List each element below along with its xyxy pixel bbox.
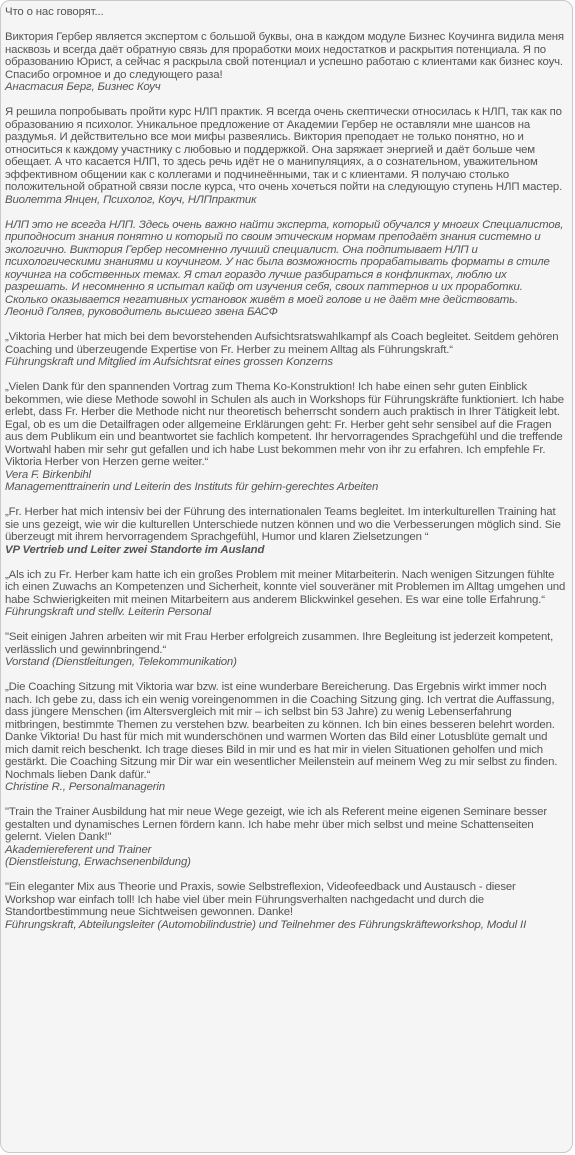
- testimonial-author: Christine R., Personalmanagerin: [5, 781, 165, 793]
- testimonial-text: "Ein eleganter Mix aus Theorie und Praxis, sowie Selbstreflexion, Videofeedback und Austausch - dieser Workshop war einfach toll! Ich habe viel über mein Führungsverhalten nachgedacht und durch die Standortbestimmung neue Sichtweisen gewonnen. Danke!: [5, 881, 516, 918]
- section-heading: Что о нас говорят...: [5, 6, 104, 18]
- testimonial: [5, 219, 566, 319]
- testimonial-text-continued: Danke Viktoria! Du hast für mich mit wunderschönen und warmen Worten das Bild einer Lotusblüte gemalt und mich damit reich beschenkt. Ich trage dieses Bild in mir und es hat mir in vielen Situationen geholfen und mich gestärkt. Die Coaching Sitzung mir Dir war ein wesentlicher Meilenstein auf meinem Weg zu mir selbst zu finden. Nochmals lieben Dank dafür.“: [5, 731, 558, 781]
- testimonial-text: „Viktoria Herber hat mich bei dem bevorstehenden Aufsichtsratswahlkampf als Coach begleitet. Seitdem gehören Coaching und überzeugende Expertise von Fr. Herber zu meinem Alltag als Führungskraft.“: [5, 331, 559, 356]
- testimonial: [5, 106, 566, 206]
- testimonial-text: „Vielen Dank für den spannenden Vortrag zum Thema Ko-Konstruktion! Ich habe einen sehr guten Einblick bekommen, wie diese Methode sowohl in Schulen als auch in Workshops für Führungskräfte funktioniert. Ich habe erlebt, dass Fr. Herber die Methode nicht nur theoretisch beherrscht sondern auch praktisch in Ihrer Tätigkeit lebt. Egal, ob es um die Detailfragen oder allgemeine Erklärungen geht: Fr. Herber geht sehr sensibel auf die Fragen aus dem Publikum ein und beantwortet sie fachlich kompetent. Ihr hervorragendes Sprachgefühl und die treffende Wortwahl haben mir sehr gut gefallen und ich habe Lust bekommen mehr von ihr zu erfahren. Ich empfehle Fr. Viktoria Herber von Herzen gerne weiter.“: [5, 381, 564, 468]
- testimonial: [5, 631, 566, 669]
- testimonial-text: „Fr. Herber hat mich intensiv bei der Führung des internationalen Teams begleitet. Im interkulturellen Training hat sie uns gezeigt, wie wir die kulturellen Unterschiede nutzen können und wo die Verbesserungen möglich sind. Sie überzeugt mit ihrem hervorragendem Sprachgefühl, Humor und klaren Zielsetzungen “: [5, 506, 561, 543]
- testimonial-text: „Als ich zu Fr. Herber kam hatte ich ein großes Problem mit meiner Mitarbeiterin. Nach wenigen Sitzungen fühlte ich einen Zuwachs an Kompetenzen und Sicherheit, konnte viel souveräner mit Problemen im Alltag umgehen und habe Schwierigkeiten mit meinen Mitarbeitern aus anderem Blickwinkel gesehen. Es war eine tolle Erfahrung.“: [5, 568, 566, 606]
- testimonial-text: "Train the Trainer Ausbildung hat mir neue Wege gezeigt, wie ich als Referent meine eigenen Seminare besser gestalten und dynamisches Lernen fördern kann. Ich habe mehr über mich selbst und meine Schattenseiten gelernt. Vielen Dank!": [5, 806, 548, 843]
- testimonial: [5, 381, 566, 494]
- testimonial-author: VP Vertrieb und Leiter zwei Standorte im Ausland: [5, 543, 265, 556]
- testimonial: [5, 881, 566, 931]
- testimonial-author: Führungskraft und stellv. Leiterin Personal: [5, 606, 212, 618]
- testimonial-text: "Seit einigen Jahren arbeiten wir mit Frau Herber erfolgreich zusammen. Ihre Begleitung ist jederzeit kompetent, verlässlich und gewinnbringend.“: [5, 631, 554, 656]
- testimonial: [5, 569, 566, 619]
- testimonial: [5, 506, 566, 556]
- testimonial-author: Виолетта Янцен, Психолог, Коуч, НЛПпрактик: [5, 193, 257, 206]
- testimonial: [5, 31, 566, 94]
- testimonial-author: Akademiereferent und Trainer: [5, 843, 152, 856]
- testimonial-text: НЛП это не всегда НЛП. Здесь очень важно найти эксперта, который обучался у многих Специалистов, приподносит знания понятно и который по своим этическим нормам преподаёт знания системно и экологично. Виктория Гербер несомненно лучший специалист. Она подпитывает НЛП и психологическими знаниями и коучингом. У нас была возможность прорабатывать форматы в стиле коучинга на собственных темах. Я стал гораздо лучше разбираться в конфликтах, люблю их разрешать. И несомненно я испытал кайф от изучения себя, своих паттернов и их проработки. Сколько оказывается негативных установок живёт в моей голове и не даёт мне действовать.: [5, 218, 564, 306]
- testimonial-text: „Die Coaching Sitzung mit Viktoria war bzw. ist eine wunderbare Bereicherung. Das Ergebnis wirkt immer noch nach. Ich gebe zu, dass ich ein wenig voreingenommen in die Coaching Sitzung ging. Ich vertrat die Auffassung, dass jüngere Menschen (im Altersvergleich mit mir – ich selbst bin 53 Jahre) zu wenig Lebenserfahrung mitbringen, bestimmte Themen zu verstehen bzw. bearbeiten zu können. Ich bin eines besseren belehrt worden.: [5, 681, 555, 731]
- testimonial: [5, 806, 566, 869]
- testimonial-author: Анастасия Берг, Бизнес Коуч: [5, 81, 161, 93]
- testimonial-author: Vorstand (Dienstleitungen, Telekommunikation): [5, 656, 237, 668]
- testimonial-author-role: (Dienstleistung, Erwachsenenbildung): [5, 856, 191, 868]
- testimonial: [5, 681, 566, 794]
- testimonial-text: Я решила попробывать пройти курс НЛП практик. Я всегда очень скептически относилась к НЛП, так как по образованию я психолог. Уникальное предложение от Академии Гербер не оставляли мне шансов на раздумья. И действительно все мои мифы развеялись. Виктория преподает не только понятно, но и относиться к каждому участнику с любовью и поддержкой. Она заряжает энергией и даёт больше чем обещает. А что касается НЛП, то здесь речь идёт не о манипуляциях, а о сознательном, уважительном эффективном общении как с коллегами и подчинеёнными, так и с клиентами. Я получаю столько положительной обратной связи после курса, что очень хочеться пойти на следующую ступень НЛП мастер.: [5, 106, 563, 193]
- testimonial-author: Леонид Голяев, руководитель высшего звена БАСФ: [5, 306, 278, 318]
- testimonial-author: Vera F. Birkenbihl: [5, 468, 91, 481]
- testimonial-author: Führungskraft, Abteilungsleiter (Automobilindustrie) und Teilnehmer des Führungskräfteworkshop, Modul II: [5, 918, 527, 931]
- testimonial-text: Виктория Гербер является экспертом с большой буквы, она в каждом модуле Бизнес Коучинга видила меня насквозь и всегда даёт обратную связь для проработки моих недостатков и раскрытия потенциала. Я по образованию Юрист, а сейчас я раскрыла свой потенциал и успешно работаю с клиентами как бизнес коуч. Спасибо огромное и до следующего раза!: [5, 31, 564, 81]
- testimonial-author: Führungskraft und Mitglied im Aufsichtsrat eines grossen Konzerns: [5, 356, 333, 368]
- testimonial-author-role: Managementtrainerin und Leiterin des Instituts für gehirn-gerechtes Arbeiten: [5, 481, 379, 493]
- testimonial: [5, 331, 566, 369]
